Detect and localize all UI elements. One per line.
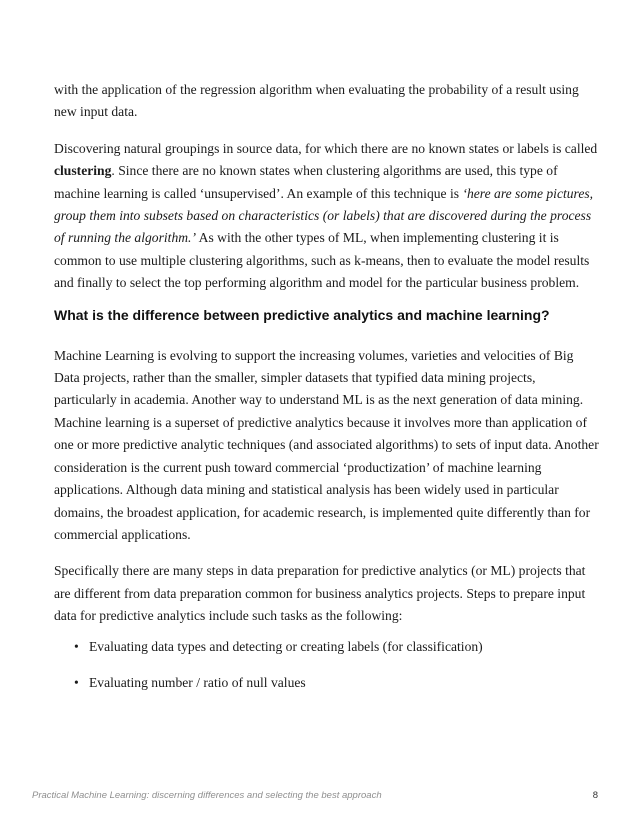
footer-document-title: Practical Machine Learning: discerning differences and selecting the best approach xyxy=(32,790,382,801)
bullet-item xyxy=(74,672,599,694)
bullet-item xyxy=(74,636,599,658)
bullet-text: Evaluating number / ratio of null values xyxy=(89,674,306,690)
section-heading: What is the difference between predictive analytics and machine learning? xyxy=(54,306,550,323)
clustering-example-quote: ‘here are some pictures, group them into subsets based on characteristics (or labels) that are discovered during the process of running the algorithm.’ xyxy=(54,185,594,246)
paragraph-regression-continuation: with the application of the regression algorithm when evaluating the probability of a result using new input data. xyxy=(54,82,579,120)
page-number: 8 xyxy=(592,790,598,801)
bullet-icon: • xyxy=(74,638,79,654)
clustering-text-end: As with the other types of ML, when implementing clustering it is common to use multiple clustering algorithms, such as k-means, then to evaluate the model results and finally to select the top performing algorithm and model for the particular business problem. xyxy=(54,230,590,291)
bullet-text: Evaluating data types and detecting or creating labels (for classification) xyxy=(89,638,483,654)
bullet-icon: • xyxy=(74,674,79,690)
clustering-text-intro: Discovering natural groupings in source data, for which there are no known states or labels is called xyxy=(54,140,598,156)
paragraph-data-preparation: Specifically there are many steps in data preparation for predictive analytics (or ML) projects that are different from data preparation common for business analytics projects. Steps to prepare input data for predictive analytics include such tasks as the following: xyxy=(54,563,586,624)
paragraph-machine-learning-evolving: Machine Learning is evolving to support the increasing volumes, varieties and velocities of Big Data projects, rather than the smaller, simpler datasets that typified data mining projects, particularly in academia. Another way to understand ML is as the next generation of data mining. Machine learning is a superset of predictive analytics because it involves more than application of one or more predictive analytic techniques (and associated algorithms) to sets of input data. Another consideration is the current push toward commercial ‘productization’ of machine learning applications. Although data mining and statistical analysis has been widely used in particular domains, the broadest application, for academic research, is implemented quite differently than for commercial applications. xyxy=(54,347,599,542)
task-bullet-list xyxy=(54,636,599,695)
clustering-text-middle: . Since there are no known states when clustering algorithms are used, this type of machine learning is called ‘unsupervised’. An example of this technique is xyxy=(54,163,558,201)
clustering-term: clustering xyxy=(54,163,112,179)
page-body xyxy=(54,79,599,708)
paragraph-clustering xyxy=(54,138,599,295)
